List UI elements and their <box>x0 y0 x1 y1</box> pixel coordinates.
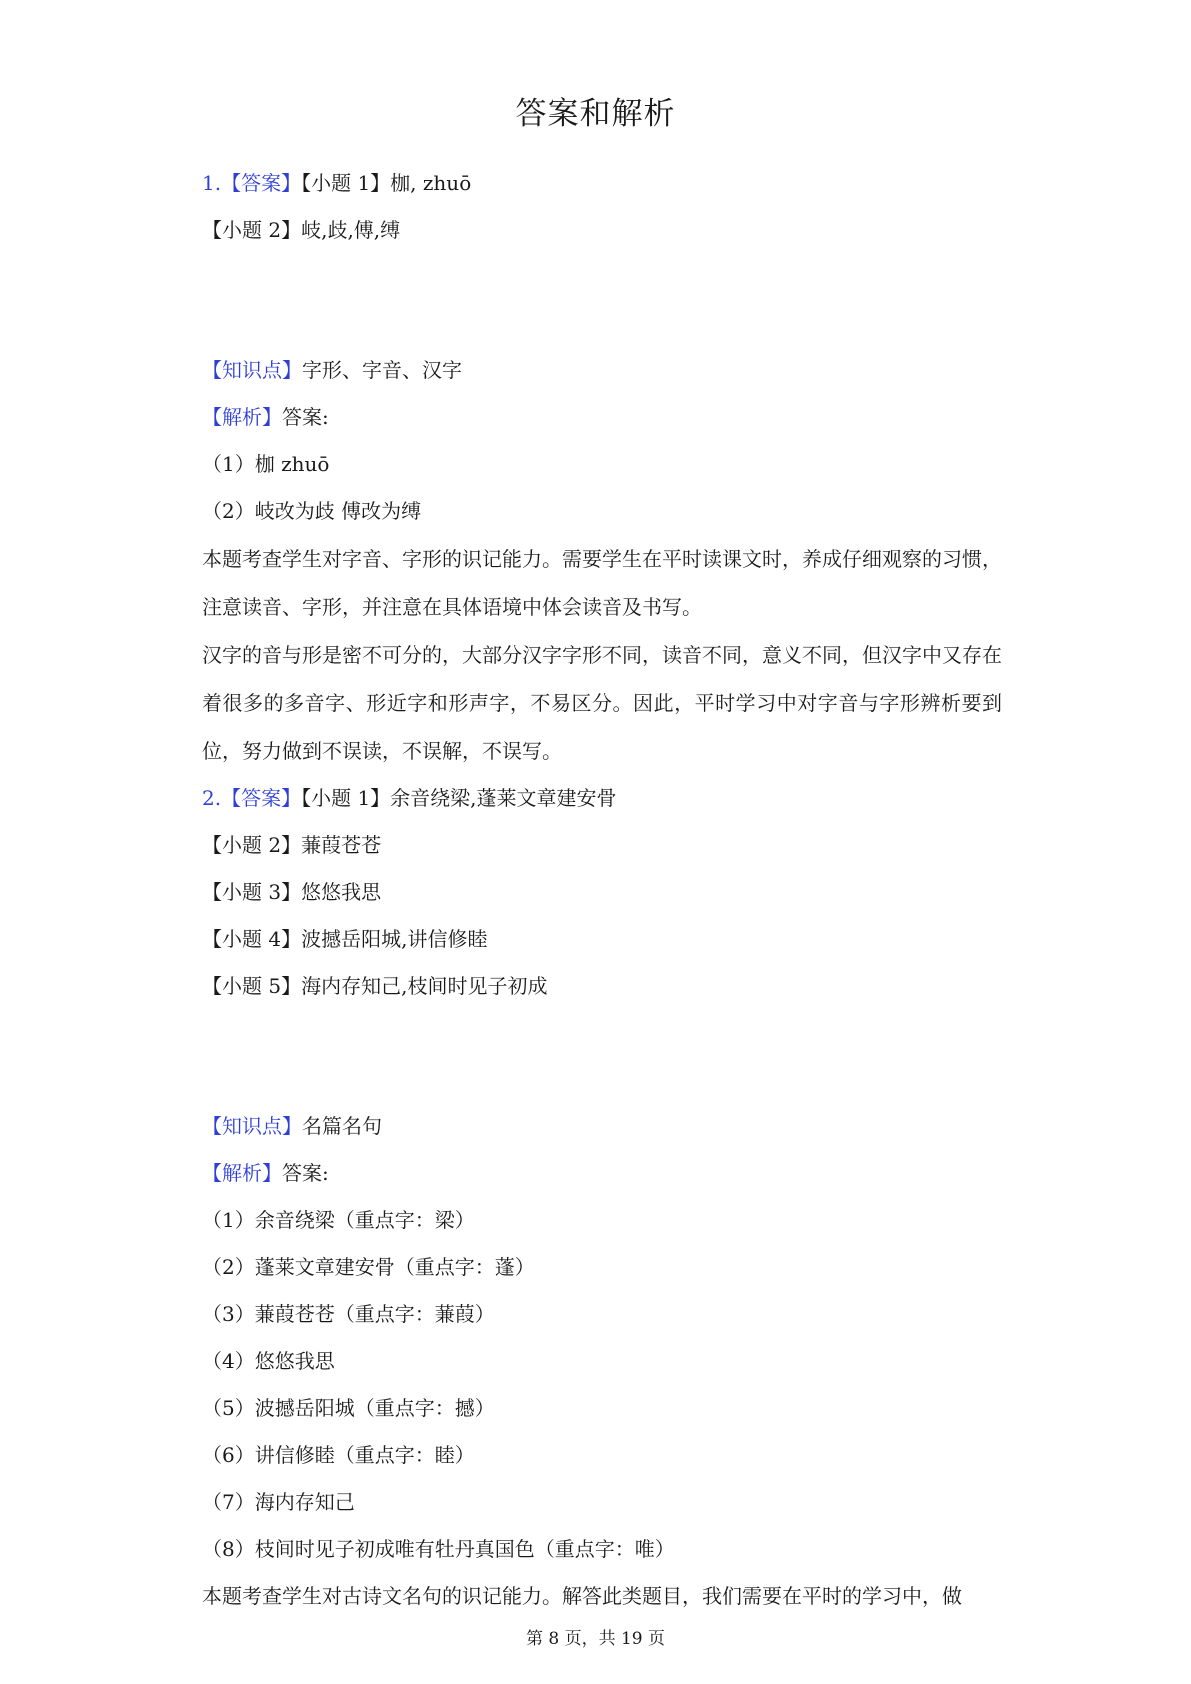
q2-sub1: 【小题 1】余音绕梁,蓬莱文章建安骨 <box>301 786 617 810</box>
q2-kp: 名篇名句 <box>302 1114 382 1138</box>
q1-sub2: 【小题 2】岐,歧,傅,缚 <box>202 218 401 242</box>
q1-analysis-line <box>202 394 1002 441</box>
page-title: 答案和解析 <box>515 96 676 132</box>
page-footer: 第 8 页，共 19 页 <box>525 1629 666 1649</box>
spacer <box>202 254 1002 347</box>
q2-analysis-item-2: （2）蓬莱文章建安骨（重点字：蓬） <box>202 1255 535 1279</box>
q1-sub1: 【小题 1】枷, zhuō <box>301 171 472 195</box>
spacer <box>202 1010 1002 1103</box>
q2-paragraph-1: 本题考查学生对古诗文名句的识记能力。解答此类题目，我们需要在平时的学习中，做 <box>202 1584 962 1608</box>
q2-sub4: 【小题 4】波撼岳阳城,讲信修睦 <box>202 927 488 951</box>
q2-analysis-item-3: （3）蒹葭苍苍（重点字：蒹葭） <box>202 1302 495 1326</box>
q2-analysis-item-6: （6）讲信修睦（重点字：睦） <box>202 1443 475 1467</box>
q1-analysis-item-2: （2）岐改为歧 傅改为缚 <box>202 499 422 523</box>
q1-analysis-tag: 【解析】 <box>202 405 282 429</box>
q1-analysis-item-1: （1）枷 zhuō <box>202 452 330 476</box>
q2-kp-tag: 【知识点】 <box>202 1114 302 1138</box>
q2-sub5: 【小题 5】海内存知己,枝间时见子初成 <box>202 974 548 998</box>
q2-analysis-item-5: （5）波撼岳阳城（重点字：撼） <box>202 1396 495 1420</box>
q2-analysis-item-8: （8）枝间时见子初成唯有牡丹真国色（重点字：唯） <box>202 1537 675 1561</box>
q1-analysis-head: 答案: <box>282 405 329 429</box>
q1-kp: 字形、字音、汉字 <box>302 358 462 382</box>
q2-number: 2. <box>202 786 222 810</box>
q1-kp-tag: 【知识点】 <box>202 358 302 382</box>
q2-sub2: 【小题 2】蒹葭苍苍 <box>202 833 382 857</box>
q1-paragraph-2: 汉字的音与形是密不可分的，大部分汉字字形不同，读音不同，意义不同，但汉字中又存在着很多的多音字、形近字和形声字，不易区分。因此，平时学习中对字音与字形辨析要到位，努力做到不误读，不误解，不误写。 <box>202 643 1002 763</box>
q1-answer-line <box>202 160 1002 207</box>
q2-analysis-item-1: （1）余音绕梁（重点字：梁） <box>202 1208 475 1232</box>
q2-analysis-item-4: （4）悠悠我思 <box>202 1349 335 1373</box>
q2-analysis-head: 答案: <box>282 1161 329 1185</box>
q1-answer-tag: 【答案】 <box>221 171 302 195</box>
q2-sub3: 【小题 3】悠悠我思 <box>202 880 382 904</box>
q2-answer-line <box>202 775 1002 822</box>
q2-answer-tag: 【答案】 <box>221 786 302 810</box>
q2-analysis-tag: 【解析】 <box>202 1161 282 1185</box>
q1-number: 1. <box>202 171 222 195</box>
q2-knowledge-line <box>202 1103 1002 1150</box>
answer-content <box>202 160 1002 1620</box>
q2-analysis-line <box>202 1150 1002 1197</box>
q1-knowledge-line <box>202 347 1002 394</box>
q2-analysis-item-7: （7）海内存知己 <box>202 1490 355 1514</box>
q1-paragraph-1: 本题考查学生对字音、字形的识记能力。需要学生在平时读课文时，养成仔细观察的习惯，注意读音、字形，并注意在具体语境中体会读音及书写。 <box>202 547 1002 619</box>
